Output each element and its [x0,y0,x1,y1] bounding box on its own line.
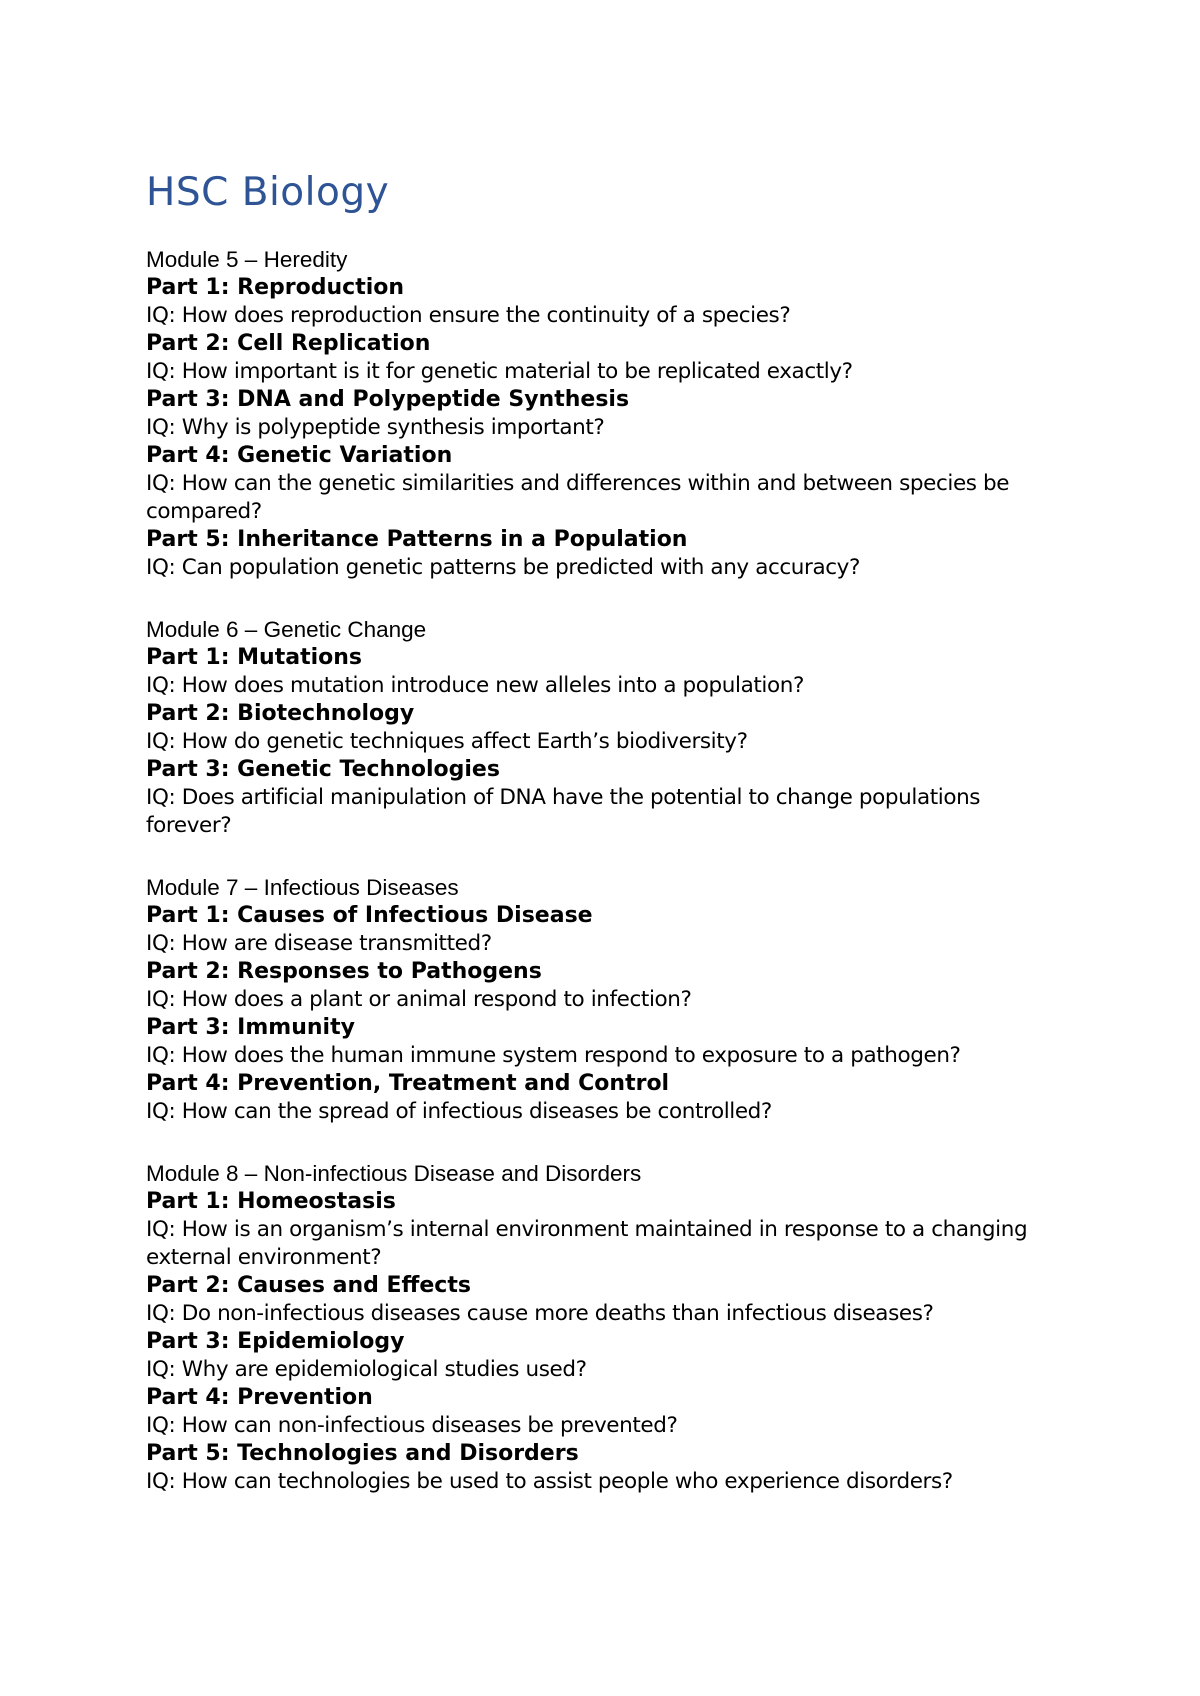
inquiry-question: IQ: Why are epidemiological studies used? [146,1357,587,1382]
module-section [146,246,1066,582]
module-section [146,616,1066,840]
part-title: Part 2: Causes and Effects [146,1273,471,1298]
part-title: Part 4: Genetic Variation [146,443,453,468]
inquiry-question: IQ: Does artificial manipulation of DNA have the potential to change populations forever? [146,785,981,838]
inquiry-question: IQ: How do genetic techniques affect Earth’s biodiversity? [146,729,748,754]
inquiry-question: IQ: How are disease transmitted? [146,931,492,956]
part-title: Part 1: Reproduction [146,275,405,300]
part-title: Part 1: Homeostasis [146,1189,396,1214]
module-section [146,1160,1066,1496]
inquiry-question: IQ: Do non-infectious diseases cause more deaths than infectious diseases? [146,1301,934,1326]
module-section [146,874,1066,1126]
inquiry-question: IQ: Can population genetic patterns be predicted with any accuracy? [146,555,861,580]
module-heading: Module 7 – Infectious Diseases [146,875,459,900]
part-title: Part 2: Biotechnology [146,701,415,726]
part-title: Part 5: Technologies and Disorders [146,1441,579,1466]
document-title: HSC Biology [146,170,390,215]
part-title: Part 5: Inheritance Patterns in a Population [146,527,688,552]
part-title: Part 3: Epidemiology [146,1329,405,1354]
inquiry-question: IQ: How important is it for genetic material to be replicated exactly? [146,359,853,384]
document-page [146,168,1066,1530]
inquiry-question: IQ: How is an organism’s internal environment maintained in response to a changing external environment? [146,1217,1028,1270]
inquiry-question: IQ: How can the genetic similarities and differences within and between species be compared? [146,471,1010,524]
part-title: Part 4: Prevention [146,1385,373,1410]
part-title: Part 1: Mutations [146,645,363,670]
inquiry-question: IQ: Why is polypeptide synthesis important? [146,415,605,440]
module-heading: Module 6 – Genetic Change [146,617,427,642]
inquiry-question: IQ: How can technologies be used to assist people who experience disorders? [146,1469,953,1494]
inquiry-question: IQ: How does reproduction ensure the continuity of a species? [146,303,791,328]
inquiry-question: IQ: How can non-infectious diseases be prevented? [146,1413,678,1438]
module-heading: Module 8 – Non-infectious Disease and Disorders [146,1161,642,1186]
part-title: Part 2: Cell Replication [146,331,431,356]
inquiry-question: IQ: How does the human immune system respond to exposure to a pathogen? [146,1043,961,1068]
part-title: Part 3: Immunity [146,1015,355,1040]
part-title: Part 3: DNA and Polypeptide Synthesis [146,387,630,412]
part-title: Part 2: Responses to Pathogens [146,959,542,984]
part-title: Part 1: Causes of Infectious Disease [146,903,593,928]
inquiry-question: IQ: How does mutation introduce new alleles into a population? [146,673,804,698]
part-title: Part 4: Prevention, Treatment and Control [146,1071,670,1096]
inquiry-question: IQ: How can the spread of infectious diseases be controlled? [146,1099,772,1124]
part-title: Part 3: Genetic Technologies [146,757,500,782]
inquiry-question: IQ: How does a plant or animal respond to infection? [146,987,692,1012]
module-heading: Module 5 – Heredity [146,247,348,272]
